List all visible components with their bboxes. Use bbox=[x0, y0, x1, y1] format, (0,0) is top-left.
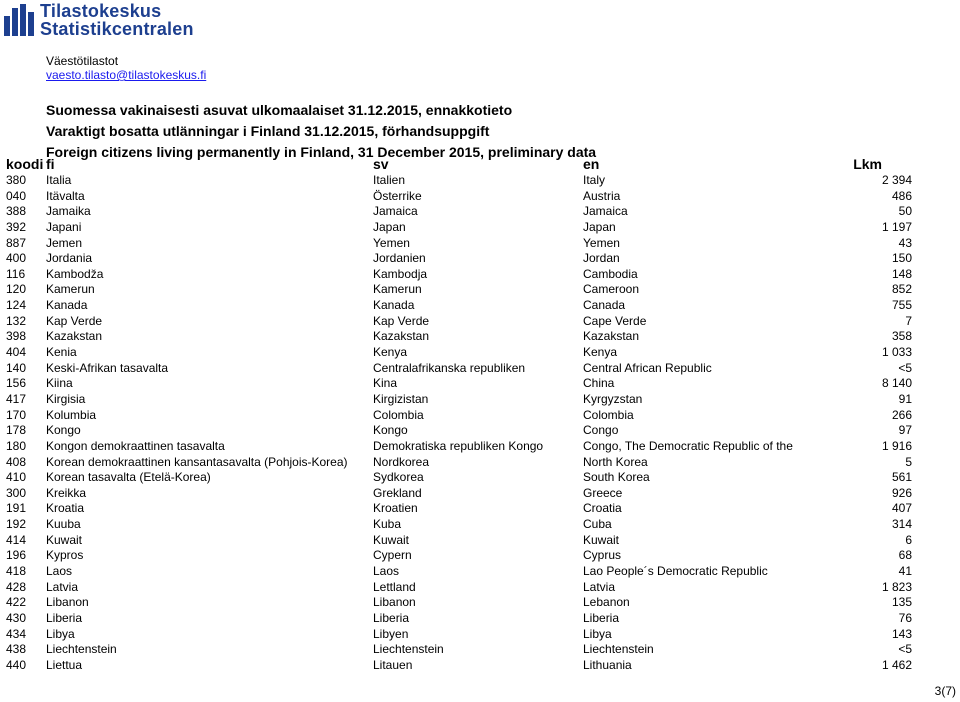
cell-fi: Kirgisia bbox=[46, 391, 86, 406]
cell-fi: Laos bbox=[46, 564, 73, 579]
cell-en: Yemen bbox=[583, 235, 620, 250]
cell-fi: Kambodža bbox=[46, 266, 104, 281]
cell-sv: Jordanien bbox=[373, 251, 426, 266]
cell-en: Kyrgyzstan bbox=[583, 391, 643, 406]
cell-fi: Kanada bbox=[46, 298, 88, 313]
table-row bbox=[0, 611, 960, 627]
cell-fi: Italia bbox=[46, 173, 72, 187]
cell-lkm: 2 394 bbox=[881, 173, 912, 187]
column-header-en: en bbox=[583, 156, 600, 172]
report-titles bbox=[46, 100, 596, 163]
cell-en: Libya bbox=[583, 626, 612, 641]
cell-en: Cyprus bbox=[583, 548, 622, 563]
cell-koodi: 040 bbox=[6, 188, 27, 203]
cell-lkm: 407 bbox=[891, 501, 912, 516]
cell-sv: Kamerun bbox=[373, 282, 422, 297]
cell-sv: Kongo bbox=[373, 423, 408, 438]
cell-sv: Grekland bbox=[373, 485, 422, 500]
cell-fi: Kuwait bbox=[46, 532, 83, 547]
cell-koodi: 404 bbox=[6, 345, 27, 360]
cell-koodi: 132 bbox=[6, 313, 27, 328]
cell-sv: Centralafrikanska republiken bbox=[373, 360, 526, 375]
cell-fi: Kiina bbox=[46, 376, 73, 391]
cell-koodi: 430 bbox=[6, 610, 27, 625]
cell-sv: Kap Verde bbox=[373, 313, 430, 328]
table-row bbox=[0, 517, 960, 533]
cell-en: Japan bbox=[583, 219, 616, 234]
cell-koodi: 196 bbox=[6, 548, 27, 563]
cell-en: Italy bbox=[583, 173, 606, 187]
table-row bbox=[0, 173, 960, 189]
cell-fi: Kolumbia bbox=[46, 407, 97, 422]
table-row bbox=[0, 501, 960, 517]
column-header-lkm: Lkm bbox=[853, 156, 882, 172]
cell-koodi: 156 bbox=[6, 376, 27, 391]
table-row bbox=[0, 345, 960, 361]
cell-sv: Sydkorea bbox=[373, 470, 424, 485]
cell-sv: Kina bbox=[373, 376, 398, 391]
column-header-koodi: koodi bbox=[6, 156, 44, 172]
cell-koodi: 418 bbox=[6, 564, 27, 579]
table-row bbox=[0, 642, 960, 658]
cell-en: Congo, The Democratic Republic of the bbox=[583, 438, 793, 453]
table-row bbox=[0, 204, 960, 220]
cell-fi: Libya bbox=[46, 626, 75, 641]
contact-block bbox=[46, 54, 206, 82]
table-row bbox=[0, 361, 960, 377]
cell-sv: Liberia bbox=[373, 610, 410, 625]
cell-en: Cape Verde bbox=[583, 313, 647, 328]
cell-sv: Kenya bbox=[373, 345, 408, 360]
cell-sv: Kazakstan bbox=[373, 329, 430, 344]
cell-fi: Korean tasavalta (Etelä-Korea) bbox=[46, 470, 211, 485]
page-number: 3(7) bbox=[934, 684, 956, 698]
cell-fi: Kypros bbox=[46, 548, 84, 563]
cell-fi: Kap Verde bbox=[46, 313, 103, 328]
cell-sv: Laos bbox=[373, 564, 400, 579]
cell-sv: Liechtenstein bbox=[373, 642, 444, 657]
table-row bbox=[0, 329, 960, 345]
table-row bbox=[0, 392, 960, 408]
logo-text-fi: Tilastokeskus bbox=[40, 1, 162, 21]
cell-fi: Jamaika bbox=[46, 204, 91, 219]
cell-koodi: 887 bbox=[6, 235, 27, 250]
cell-lkm: 41 bbox=[898, 564, 912, 579]
cell-en: Lao People´s Democratic Republic bbox=[583, 564, 768, 579]
table-row bbox=[0, 220, 960, 236]
table-row bbox=[0, 580, 960, 596]
title-fi: Suomessa vakinaisesti asuvat ulkomaalaiset 31.12.2015, ennakkotieto bbox=[46, 102, 513, 118]
cell-lkm: 486 bbox=[891, 188, 912, 203]
cell-lkm: 91 bbox=[898, 391, 912, 406]
cell-koodi: 398 bbox=[6, 329, 27, 344]
cell-en: Congo bbox=[583, 423, 619, 438]
cell-sv: Kroatien bbox=[373, 501, 418, 516]
cell-en: Croatia bbox=[583, 501, 622, 516]
cell-en: South Korea bbox=[583, 470, 650, 485]
cell-en: Greece bbox=[583, 485, 623, 500]
cell-koodi: 422 bbox=[6, 595, 27, 610]
cell-lkm: 7 bbox=[905, 313, 912, 328]
cell-en: Lebanon bbox=[583, 595, 630, 610]
cell-fi: Korean demokraattinen kansantasavalta (Pohjois-Korea) bbox=[46, 454, 348, 469]
cell-fi: Kreikka bbox=[46, 485, 87, 500]
cell-en: Cameroon bbox=[583, 282, 640, 297]
country-table bbox=[0, 173, 960, 674]
cell-lkm: 76 bbox=[898, 610, 912, 625]
table-row bbox=[0, 533, 960, 549]
cell-sv: Österrike bbox=[373, 188, 422, 203]
contact-name: Väestötilastot bbox=[46, 54, 119, 68]
cell-fi: Latvia bbox=[46, 579, 79, 594]
cell-lkm: 755 bbox=[891, 298, 912, 313]
cell-lkm: 1 823 bbox=[881, 579, 912, 594]
cell-en: Jordan bbox=[583, 251, 620, 266]
cell-koodi: 428 bbox=[6, 579, 27, 594]
cell-fi: Keski-Afrikan tasavalta bbox=[46, 360, 169, 375]
cell-lkm: 1 462 bbox=[881, 657, 912, 672]
cell-sv: Kuwait bbox=[373, 532, 410, 547]
cell-koodi: 400 bbox=[6, 251, 27, 266]
cell-lkm: 43 bbox=[898, 235, 912, 250]
cell-lkm: 561 bbox=[891, 470, 912, 485]
cell-koodi: 140 bbox=[6, 360, 27, 375]
title-en: Foreign citizens living permanently in Finland, 31 December 2015, preliminary data bbox=[46, 144, 597, 160]
cell-lkm: 5 bbox=[905, 454, 912, 469]
cell-fi: Liettua bbox=[46, 657, 83, 672]
cell-sv: Jamaica bbox=[373, 204, 418, 219]
cell-fi: Liberia bbox=[46, 610, 83, 625]
table-row bbox=[0, 408, 960, 424]
cell-en: Central African Republic bbox=[583, 360, 712, 375]
cell-koodi: 380 bbox=[6, 173, 27, 187]
cell-koodi: 178 bbox=[6, 423, 27, 438]
cell-fi: Kenia bbox=[46, 345, 77, 360]
cell-en: Liechtenstein bbox=[583, 642, 654, 657]
table-row bbox=[0, 423, 960, 439]
logo-text-sv: Statistikcentralen bbox=[40, 19, 194, 39]
cell-sv: Demokratiska republiken Kongo bbox=[373, 438, 544, 453]
cell-sv: Kirgizistan bbox=[373, 391, 429, 406]
cell-koodi: 192 bbox=[6, 517, 27, 532]
table-row bbox=[0, 314, 960, 330]
cell-fi: Kazakstan bbox=[46, 329, 103, 344]
cell-sv: Italien bbox=[373, 173, 406, 187]
cell-en: China bbox=[583, 376, 615, 391]
table-row bbox=[0, 564, 960, 580]
cell-koodi: 438 bbox=[6, 642, 27, 657]
table-row bbox=[0, 236, 960, 252]
cell-sv: Colombia bbox=[373, 407, 424, 422]
column-header-fi: fi bbox=[46, 156, 55, 172]
table-row bbox=[0, 548, 960, 564]
cell-lkm: <5 bbox=[898, 642, 912, 657]
cell-fi: Jemen bbox=[46, 235, 83, 250]
cell-koodi: 417 bbox=[6, 391, 27, 406]
cell-lkm: 358 bbox=[891, 329, 912, 344]
cell-en: Austria bbox=[583, 188, 621, 203]
cell-koodi: 120 bbox=[6, 282, 27, 297]
cell-en: Kuwait bbox=[583, 532, 620, 547]
cell-sv: Japan bbox=[373, 219, 406, 234]
cell-sv: Libanon bbox=[373, 595, 416, 610]
cell-en: Canada bbox=[583, 298, 626, 313]
cell-koodi: 170 bbox=[6, 407, 27, 422]
cell-en: North Korea bbox=[583, 454, 648, 469]
cell-lkm: 135 bbox=[891, 595, 912, 610]
table-row bbox=[0, 267, 960, 283]
cell-koodi: 180 bbox=[6, 438, 27, 453]
cell-en: Jamaica bbox=[583, 204, 628, 219]
cell-en: Kazakstan bbox=[583, 329, 640, 344]
cell-lkm: 143 bbox=[891, 626, 912, 641]
cell-fi: Kuuba bbox=[46, 517, 81, 532]
cell-lkm: 97 bbox=[898, 423, 912, 438]
cell-lkm: <5 bbox=[898, 360, 912, 375]
cell-sv: Litauen bbox=[373, 657, 413, 672]
cell-fi: Kroatia bbox=[46, 501, 85, 516]
cell-sv: Yemen bbox=[373, 235, 410, 250]
cell-lkm: 1 197 bbox=[881, 219, 912, 234]
cell-fi: Liechtenstein bbox=[46, 642, 117, 657]
cell-koodi: 408 bbox=[6, 454, 27, 469]
cell-fi: Jordania bbox=[46, 251, 93, 266]
cell-koodi: 191 bbox=[6, 501, 27, 516]
cell-koodi: 388 bbox=[6, 204, 27, 219]
cell-sv: Kuba bbox=[373, 517, 402, 532]
cell-en: Liberia bbox=[583, 610, 620, 625]
cell-koodi: 414 bbox=[6, 532, 27, 547]
cell-en: Colombia bbox=[583, 407, 634, 422]
title-sv: Varaktigt bosatta utlänningar i Finland 31.12.2015, förhandsuppgift bbox=[46, 123, 490, 139]
cell-lkm: 1 033 bbox=[881, 345, 912, 360]
cell-koodi: 124 bbox=[6, 298, 27, 313]
cell-lkm: 148 bbox=[891, 266, 912, 281]
table-row bbox=[0, 298, 960, 314]
cell-fi: Japani bbox=[46, 219, 82, 234]
table-row bbox=[0, 627, 960, 643]
cell-en: Lithuania bbox=[583, 657, 632, 672]
table-row bbox=[0, 439, 960, 455]
cell-sv: Kanada bbox=[373, 298, 415, 313]
table-row bbox=[0, 189, 960, 205]
cell-koodi: 410 bbox=[6, 470, 27, 485]
cell-en: Latvia bbox=[583, 579, 616, 594]
cell-lkm: 266 bbox=[891, 407, 912, 422]
cell-en: Cambodia bbox=[583, 266, 638, 281]
column-header-sv: sv bbox=[373, 156, 389, 172]
cell-en: Kenya bbox=[583, 345, 618, 360]
cell-fi: Kamerun bbox=[46, 282, 95, 297]
cell-fi: Libanon bbox=[46, 595, 89, 610]
cell-fi: Kongon demokraattinen tasavalta bbox=[46, 438, 225, 453]
cell-lkm: 150 bbox=[891, 251, 912, 266]
cell-lkm: 8 140 bbox=[881, 376, 912, 391]
cell-lkm: 852 bbox=[891, 282, 912, 297]
cell-koodi: 300 bbox=[6, 485, 27, 500]
cell-lkm: 68 bbox=[898, 548, 912, 563]
table-row bbox=[0, 282, 960, 298]
cell-sv: Cypern bbox=[373, 548, 412, 563]
cell-sv: Libyen bbox=[373, 626, 409, 641]
table-row bbox=[0, 251, 960, 267]
cell-lkm: 50 bbox=[898, 204, 912, 219]
cell-sv: Kambodja bbox=[373, 266, 428, 281]
cell-sv: Lettland bbox=[373, 579, 416, 594]
table-row bbox=[0, 455, 960, 471]
table-row bbox=[0, 486, 960, 502]
cell-fi: Itävalta bbox=[46, 188, 85, 203]
cell-lkm: 6 bbox=[905, 532, 912, 547]
cell-sv: Nordkorea bbox=[373, 454, 430, 469]
cell-lkm: 1 916 bbox=[881, 438, 912, 453]
cell-lkm: 926 bbox=[891, 485, 912, 500]
table-row bbox=[0, 470, 960, 486]
table-row bbox=[0, 658, 960, 674]
logo bbox=[2, 2, 242, 40]
cell-koodi: 392 bbox=[6, 219, 27, 234]
cell-koodi: 434 bbox=[6, 626, 27, 641]
contact-email-link[interactable]: vaesto.tilasto@tilastokeskus.fi bbox=[46, 68, 207, 82]
statistics-finland-logo-icon bbox=[2, 2, 38, 38]
cell-fi: Kongo bbox=[46, 423, 81, 438]
cell-lkm: 314 bbox=[891, 517, 912, 532]
cell-koodi: 440 bbox=[6, 657, 27, 672]
table-row bbox=[0, 595, 960, 611]
table-row bbox=[0, 376, 960, 392]
cell-koodi: 116 bbox=[6, 266, 26, 281]
cell-en: Cuba bbox=[583, 517, 612, 532]
